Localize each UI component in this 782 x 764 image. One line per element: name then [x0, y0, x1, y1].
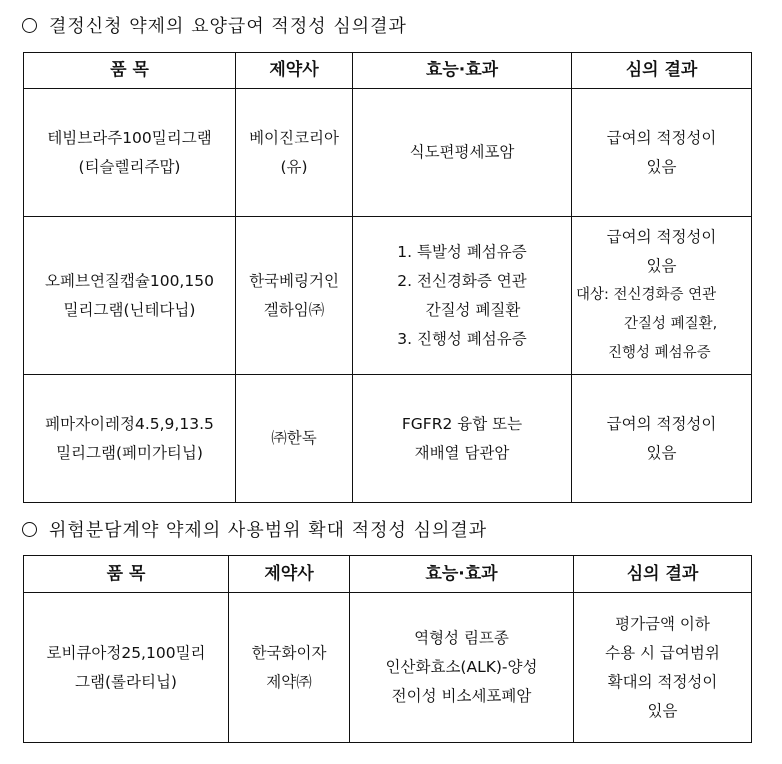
product-cell	[24, 593, 229, 743]
product-name: 오페브연질캡슐100,150	[45, 271, 214, 290]
efficacy-line: 재배열 담관암	[414, 443, 510, 462]
result-line: 있음	[646, 257, 677, 275]
efficacy-cell	[353, 89, 572, 217]
company-line: 한국베링거인	[249, 271, 339, 290]
section-title-text: 위험분담계약 약제의 사용범위 확대 적정성 심의결과	[49, 520, 488, 541]
product-name: 페마자이레정4.5,9,13.5	[45, 414, 214, 433]
product-cell	[24, 89, 236, 217]
company-line: (유)	[280, 157, 308, 176]
efficacy-line: 전이성 비소세포폐암	[391, 687, 532, 705]
header-company: 제약사	[229, 556, 350, 593]
table-row	[24, 89, 752, 217]
section-title-2	[22, 516, 487, 542]
review-table-2	[23, 555, 752, 743]
result-target-line: 간질성 폐질환,	[624, 316, 718, 332]
header-company: 제약사	[236, 53, 353, 89]
efficacy-line: FGFR2 융합 또는	[401, 414, 523, 433]
header-efficacy: 효능·효과	[353, 53, 572, 89]
efficacy-cell	[353, 217, 572, 375]
result-cell	[572, 89, 752, 217]
header-product: 품 목	[24, 53, 236, 89]
circle-bullet-icon	[22, 18, 37, 33]
header-result: 심의 결과	[574, 556, 752, 593]
company-cell	[229, 593, 350, 743]
result-line: 확대의 적정성이	[607, 672, 718, 691]
efficacy-cell	[353, 375, 572, 503]
efficacy-line: 1. 특발성 폐섬유증	[397, 242, 527, 261]
efficacy-line: 역형성 림프종	[414, 629, 509, 647]
table-row	[24, 375, 752, 503]
result-line: 있음	[646, 443, 677, 462]
result-line: 수용 시 급여범위	[605, 643, 720, 662]
result-line: 급여의 적정성이	[606, 228, 717, 246]
product-ingredient: 밀리그램(닌테다닙)	[63, 300, 196, 319]
table-row	[24, 217, 752, 375]
efficacy-line: 2. 전신경화증 연관	[397, 271, 527, 290]
result-target-line: 진행성 폐섬유증	[608, 345, 711, 361]
company-cell	[236, 217, 353, 375]
result-line: 급여의 적정성이	[606, 414, 717, 433]
efficacy-cell	[350, 593, 574, 743]
section-title-text: 결정신청 약제의 요양급여 적정성 심의결과	[49, 16, 407, 37]
company-line: 제약㈜	[266, 672, 312, 691]
company-line: 한국화이자	[251, 643, 327, 662]
header-result: 심의 결과	[572, 53, 752, 89]
company-line: 베이진코리아	[249, 128, 339, 147]
result-cell	[572, 375, 752, 503]
header-efficacy: 효능·효과	[350, 556, 574, 593]
efficacy-line: 간질성 폐질환	[425, 300, 521, 319]
result-line: 있음	[646, 157, 677, 176]
product-ingredient: 그램(롤라티닙)	[75, 672, 177, 691]
product-ingredient: (티슬렐리주맙)	[78, 157, 181, 176]
company-cell	[236, 89, 353, 217]
product-name: 테빔브라주100밀리그램	[47, 128, 212, 147]
product-name: 로비큐아정25,100밀리	[46, 643, 206, 662]
company-cell	[236, 375, 353, 503]
company-line: 겔하임㈜	[263, 300, 325, 319]
table-row	[24, 593, 752, 743]
section-title-1	[22, 12, 407, 38]
efficacy-line: 인산화효소(ALK)-양성	[385, 658, 538, 676]
company-line: ㈜한독	[271, 429, 317, 447]
table-header-row	[24, 53, 752, 89]
review-table-1	[23, 52, 752, 503]
product-cell	[24, 375, 236, 503]
circle-bullet-icon	[22, 522, 37, 537]
result-target-line: 대상: 전신경화증 연관	[576, 287, 717, 303]
product-cell	[24, 217, 236, 375]
table-header-row	[24, 556, 752, 593]
efficacy-line: 3. 진행성 폐섬유증	[397, 329, 527, 348]
result-line: 있음	[647, 701, 678, 720]
efficacy-line: 식도편평세포암	[409, 143, 515, 161]
header-product: 품 목	[24, 556, 229, 593]
product-ingredient: 밀리그램(페미가티닙)	[56, 443, 203, 462]
result-line: 급여의 적정성이	[606, 128, 717, 147]
result-cell	[574, 593, 752, 743]
result-line: 평가금액 이하	[615, 614, 710, 633]
result-cell	[572, 217, 752, 375]
